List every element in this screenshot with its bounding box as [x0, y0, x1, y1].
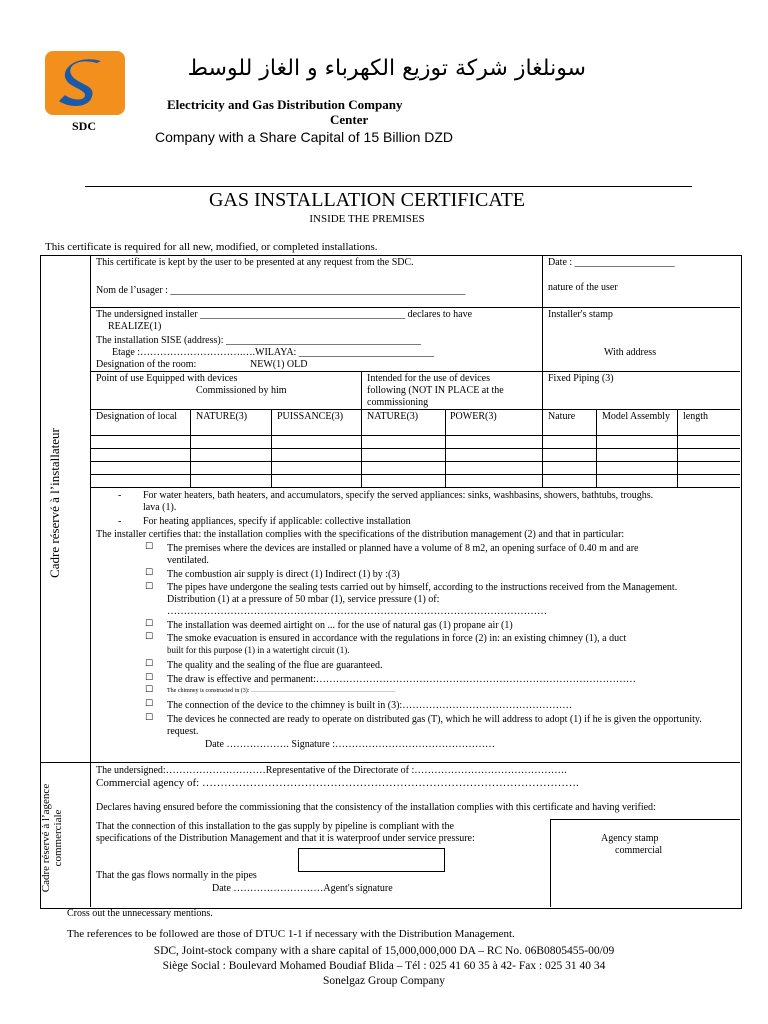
agency-side-label-1: Cadre réservé à l’agence: [40, 783, 52, 893]
footer-cross-out: Cross out the unnecessary mentions.: [67, 908, 213, 919]
cert-item-9[interactable]: The connection of the device to the chimney is built in (3):……………………………………………: [167, 700, 573, 711]
checkbox-9[interactable]: ☐: [145, 699, 154, 709]
agency-stamp-label: Agency stamp: [601, 833, 659, 844]
footer-siege: Siège Social : Boulevard Mohamed Boudiaf Blida – Tél : 025 41 60 35 à 42- Fax : 025 31 40 34: [162, 960, 606, 972]
agency-declares: Declares having ensured before the commissioning that the consistency of the installation complies with this certificate and having verified:: [96, 802, 656, 813]
table-row-line: [90, 448, 740, 449]
pressure-input-box[interactable]: [298, 848, 445, 872]
table-row-line: [90, 435, 740, 436]
logo-caption: SDC: [72, 119, 97, 133]
checkbox-4[interactable]: ☐: [145, 619, 154, 629]
checkbox-7[interactable]: ☐: [145, 673, 154, 683]
nature-of-user-label: nature of the user: [548, 282, 618, 293]
connection-text-2: specifications of the Distribution Management and that it is waterproof under service pressure:: [96, 833, 475, 844]
point-of-use-label: Point of use Equipped with devices: [96, 373, 238, 384]
table-row-line: [90, 461, 740, 462]
installer-certifies: The installer certifies that: the installation complies with the specifications of the distribution management (2) and that in particular:: [96, 529, 625, 540]
cert-item-3c[interactable]: ……………………………………………………………………………………………………: [167, 606, 547, 617]
arabic-company-name: سونلغاز شركة توزيع الكهرباء و الغاز للوسط: [187, 56, 586, 81]
fixed-piping-label: Fixed Piping (3): [548, 373, 614, 384]
intended-label-3: commissioning: [367, 397, 429, 408]
user-name-field[interactable]: Nom de l’usager : ___________________________________________________________: [96, 285, 466, 296]
col-header-nature-2: NATURE(3): [367, 411, 419, 422]
agency-stamp-label-2: commercial: [615, 845, 663, 856]
kept-by-text: This certificate is kept by the user to be presented at any request from the SDC.: [96, 257, 414, 268]
row1-divider: [90, 307, 740, 308]
cert-item-5: The smoke evacuation is ensured in accordance with the regulations in force (2) in: an existing chimney (1), a duct: [167, 633, 627, 644]
agency-side-label-2: commerciale: [52, 809, 64, 867]
installer-side-label: Cadre réservé à l’installateur: [47, 428, 62, 578]
gas-flows-text: That the gas flows normally in the pipes: [96, 870, 257, 881]
installation-address[interactable]: The installation SISE (address): _______________________________________: [96, 335, 421, 346]
water-heaters-note-2: lava (1).: [143, 502, 177, 513]
row2-divider: [90, 371, 740, 372]
with-address-label: With address: [604, 347, 657, 358]
cert-item-4: The installation was deemed airtight on ... for the use of natural gas (1) propane air (1): [167, 620, 513, 631]
dash-bullet: -: [118, 490, 122, 501]
checkbox-10[interactable]: ☐: [145, 713, 154, 723]
company-capital: Company with a Share Capital of 15 Billion DZD: [155, 129, 454, 145]
floor-wilaya[interactable]: Etage :………………………….….WILAYA: ___________________________: [112, 347, 434, 358]
section-divider: [40, 762, 740, 763]
devices-divider-1: [361, 371, 362, 409]
company-center: Center: [330, 112, 369, 127]
cert-item-7[interactable]: The draw is effective and permanent:……………………………………………………………………………………: [167, 674, 636, 685]
devices-header-divider: [90, 409, 740, 410]
installer-date-signature[interactable]: Date ………………. Signature :…………………………………………: [205, 739, 495, 750]
intended-label-2: following (NOT IN PLACE at the: [367, 385, 504, 396]
room-designation: Designation of the room:: [96, 359, 197, 370]
right-column-divider: [542, 255, 543, 409]
col-header-puissance: PUISSANCE(3): [277, 411, 344, 422]
commercial-agency[interactable]: Commercial agency of: ………………………………………………………………………………………….: [96, 777, 579, 789]
col-header-length: length: [683, 411, 708, 422]
cert-item-10b: request.: [167, 726, 199, 737]
header-divider: [85, 186, 692, 187]
checkbox-1[interactable]: ☐: [145, 542, 154, 552]
table-row-line: [90, 474, 740, 475]
heating-note: For heating appliances, specify if applicable: collective installation: [143, 516, 411, 527]
cert-item-10: The devices he connected are ready to operate on distributed gas (T), which he will address to adopt (1) if he is given the opportunity.: [167, 714, 702, 725]
checkbox-6[interactable]: ☐: [145, 659, 154, 669]
connection-text-1: That the connection of this installation to the gas supply by pipeline is compliant with the: [96, 821, 454, 832]
water-heaters-note: For water heaters, bath heaters, and accumulators, specify the served appliances: sinks, washbasins, showers, bathtubs, troughs.: [143, 490, 654, 501]
logo-s-icon: [45, 51, 125, 115]
commissioned-label: Commissioned by him: [196, 385, 287, 396]
stamp-box-left: [550, 819, 551, 907]
footer-sdc: SDC, Joint-stock company with a share capital of 15,000,000,000 DA – RC No. 06B0805455-00/09: [153, 945, 615, 957]
checkbox-3[interactable]: ☐: [145, 582, 154, 592]
table-row-line: [90, 487, 740, 488]
cert-item-5b: built for this purpose (1) in a watertight circuit (1).: [167, 645, 350, 655]
footer-references: The references to be followed are those of DTUC 1-1 if necessary with the Distribution Management.: [67, 928, 515, 940]
col-header-model: Model Assembly: [602, 411, 671, 422]
certificate-title: GAS INSTALLATION CERTIFICATE: [208, 189, 526, 211]
cert-item-6: The quality and the sealing of the flue are guaranteed.: [167, 660, 383, 671]
certificate-intro: This certificate is required for all new, modified, or completed installations.: [45, 241, 378, 253]
date-field[interactable]: Date : ____________________: [548, 257, 675, 268]
footer-group: Sonelgaz Group Company: [322, 975, 445, 987]
col-header-pipe-nature: Nature: [548, 411, 576, 422]
cert-item-2: The combustion air supply is direct (1) Indirect (1) by :(3): [167, 569, 400, 580]
cert-item-1b: ventilated.: [167, 555, 209, 566]
installer-declares[interactable]: The undersigned installer _________________________________________ declares to have: [96, 309, 473, 320]
checkbox-5[interactable]: ☐: [145, 632, 154, 642]
side-column-divider: [90, 255, 91, 907]
sdc-logo: [45, 51, 125, 115]
new-old-option: NEW(1) OLD: [250, 359, 308, 370]
cert-item-3b: Distribution (1) at a pressure of 50 mbar (1), service pressure (1) of:: [167, 594, 440, 605]
agency-undersigned[interactable]: The undersigned:…………………………Representative of the Directorate of :……………………………………….: [96, 765, 567, 776]
certificate-subtitle: INSIDE THE PREMISES: [309, 213, 425, 225]
installer-stamp-label: Installer's stamp: [548, 309, 613, 320]
checkbox-8[interactable]: ☐: [145, 685, 154, 695]
cert-item-3: The pipes have undergone the sealing tests carried out by himself, according to the instructions received from the Management.: [167, 582, 678, 593]
intended-label-1: Intended for the use of devices: [367, 373, 491, 384]
dash-bullet: -: [118, 516, 122, 527]
agency-side-label: [40, 773, 64, 903]
col-header-local: Designation of local: [96, 411, 178, 422]
agent-date-signature[interactable]: Date ………………………Agent's signature: [212, 883, 393, 894]
stamp-box-top: [550, 819, 740, 820]
col-header-nature: NATURE(3): [196, 411, 248, 422]
realize-option: REALIZE(1): [108, 321, 162, 332]
cert-item-8[interactable]: The chimney is constructed in (3): ………………………………………………………………: [167, 688, 395, 694]
cert-item-1: The premises where the devices are installed or planned have a volume of 8 m2, an opening surface of 0.40 m and are: [167, 543, 639, 554]
company-name: Electricity and Gas Distribution Company: [167, 97, 403, 112]
col-header-power: POWER(3): [450, 411, 497, 422]
checkbox-2[interactable]: ☐: [145, 568, 154, 578]
